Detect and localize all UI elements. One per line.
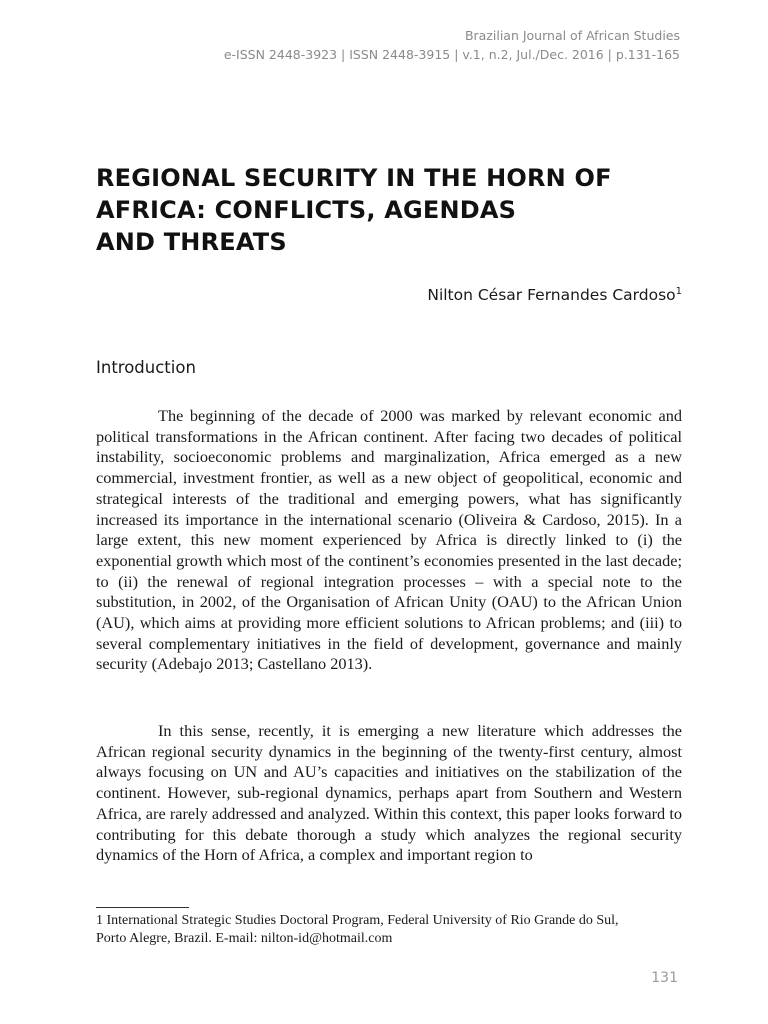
footnote [96, 912, 686, 948]
title-line: REGIONAL SECURITY IN THE HORN OF [96, 164, 612, 192]
running-header [224, 26, 680, 64]
section-heading: Introduction [96, 358, 196, 377]
footnote-divider [96, 907, 189, 908]
article-title [96, 162, 696, 258]
paragraph-text: The beginning of the decade of 2000 was marked by relevant economic and political transformations in the African continent. After facing two decades of political instability, socioeconomic problems and marginalization, Africa emerged as a new commercial, investment frontier, as well as a new object of geopolitical, economic and strategical interests of the traditional and emerging powers, what has significantly increased its importance in the international scenario (Oliveira & Cardoso, 2015). In a large extent, this new moment experienced by Africa is directly linked to (i) the exponential growth which most of the continent’s economies presented in the last decade; to (ii) the renewal of regional integration processes – with a special note to the substitution, in 2002, of the Organisation of African Unity (OAU) to the African Union (AU), which aims at providing more efficient solutions to African problems; and (iii) to several complementary initiatives in the field of development, governance and mainly security (Adebajo 2013; Castellano 2013). [96, 406, 682, 674]
footnote-line: Porto Alegre, Brazil. E-mail: nilton-id@hotmail.com [96, 931, 393, 946]
title-line: AFRICA: CONFLICTS, AGENDAS [96, 196, 517, 224]
page-number: 131 [651, 970, 678, 986]
journal-name: Brazilian Journal of African Studies [464, 28, 680, 43]
author-byline [427, 286, 682, 304]
body-paragraph-2 [96, 721, 682, 866]
author-name: Nilton César Fernandes Cardoso [427, 286, 676, 304]
paragraph-text: In this sense, recently, it is emerging a new literature which addresses the African regional security dynamics in the beginning of the twenty-first century, almost always focusing on UN and AU’s capacities and initiatives on the stabilization of the continent. However, sub-regional dynamics, perhaps apart from Southern and Western Africa, are rarely addressed and analyzed. Within this context, this paper looks forward to contributing for this debate thorough a study which analyzes the regional security dynamics of the Horn of Africa, a complex and important region to [96, 721, 682, 865]
title-line: AND THREATS [96, 228, 287, 256]
footnote-line: 1 International Strategic Studies Doctoral Program, Federal University of Rio Grande do Sul, [96, 913, 619, 928]
body-paragraph-1 [96, 406, 682, 675]
issn-line: e-ISSN 2448-3923 | ISSN 2448-3915 | v.1, n.2, Jul./Dec. 2016 | p.131-165 [223, 47, 680, 62]
author-footnote-mark: 1 [675, 286, 682, 297]
